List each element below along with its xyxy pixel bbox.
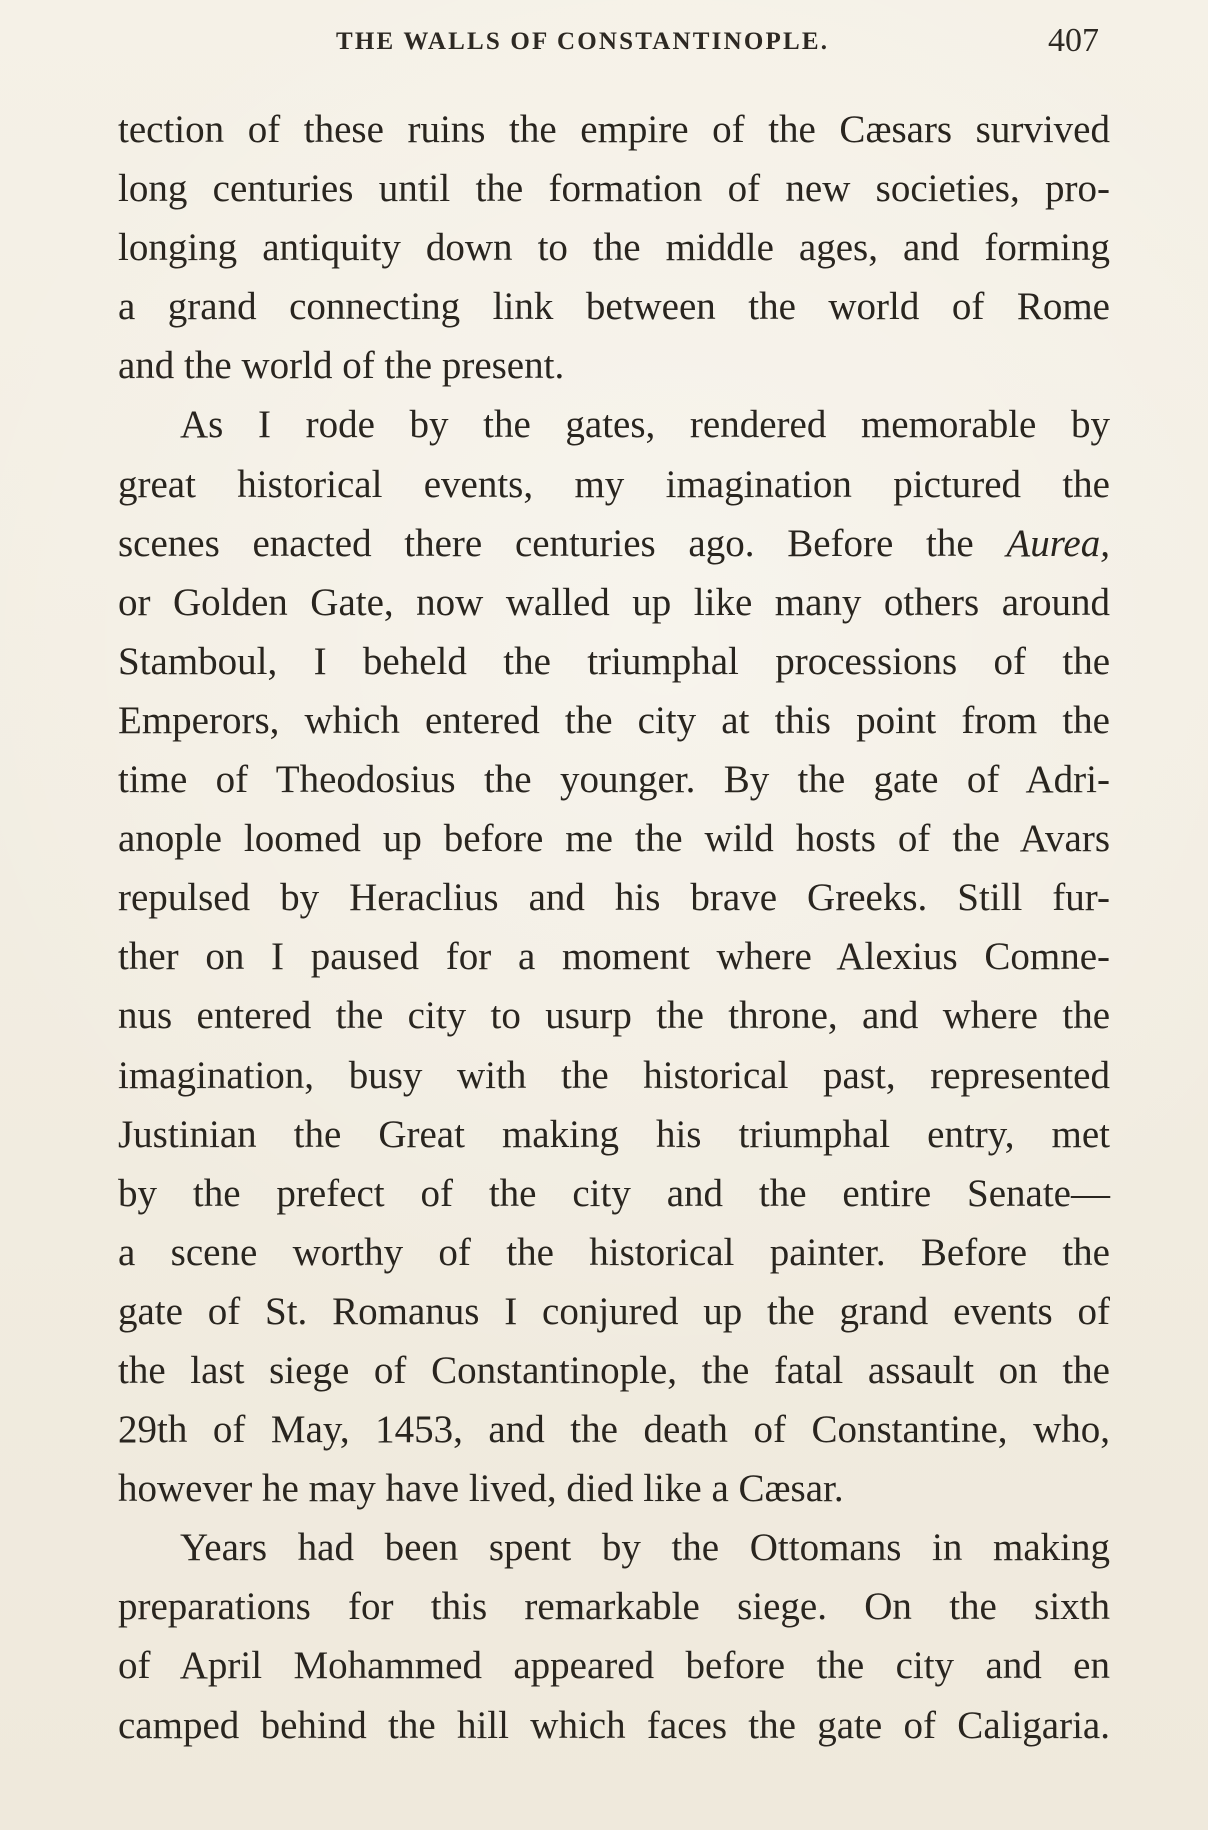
text-line-4: a grand connecting link between the world of Rome <box>118 285 1110 329</box>
text-line-22: the last siege of Constantinople, the fatal assault on the <box>118 1348 1110 1392</box>
text-line-12: time of Theodosius the younger. By the gate of Adri- <box>118 758 1110 802</box>
text-line-5: and the world of the present. <box>118 344 565 388</box>
text-line-17: imagination, busy with the historical past, represented <box>118 1053 1110 1097</box>
text-line-8 <box>118 514 1110 573</box>
text-line-8-roman: scenes enacted there centuries ago. Before the <box>118 521 974 565</box>
text-line-26: preparations for this remarkable siege. On the sixth <box>118 1585 1110 1629</box>
text-line-2: long centuries until the formation of new societies, pro- <box>118 167 1110 211</box>
text-line-28: camped behind the hill which faces the gate of Caligaria. <box>118 1703 1110 1747</box>
text-line-3: longing antiquity down to the middle ages, and forming <box>118 226 1110 270</box>
text-line-15: ther on I paused for a moment where Alexius Comne- <box>118 935 1110 979</box>
text-line-14: repulsed by Heraclius and his brave Greeks. Still fur- <box>118 876 1110 920</box>
text-line-11: Emperors, which entered the city at this point from the <box>118 698 1110 742</box>
text-line-27: of April Mohammed appeared before the city and en <box>118 1644 1110 1688</box>
text-line-1: tection of these ruins the empire of the Cæsars survived <box>118 108 1110 151</box>
text-line-10: Stamboul, I beheld the triumphal processions of the <box>118 639 1110 683</box>
text-line-7: great historical events, my imagination pictured the <box>118 462 1110 506</box>
text-line-13: anople loomed up before me the wild hosts of the Avars <box>118 817 1110 861</box>
text-line-16: nus entered the city to usurp the throne, and where the <box>118 994 1110 1038</box>
text-line-19: by the prefect of the city and the entire Senate— <box>118 1171 1110 1215</box>
running-title: THE WALLS OF CONSTANTINOPLE. <box>336 28 830 55</box>
text-line-9: or Golden Gate, now walled up like many others around <box>118 580 1110 624</box>
text-line-18: Justinian the Great making his triumphal entry, met <box>118 1112 1110 1156</box>
running-head <box>0 22 1208 64</box>
text-line-23: 29th of May, 1453, and the death of Constantine, who, <box>118 1408 1110 1452</box>
text-line-25: Years had been spent by the Ottomans in making <box>180 1526 1110 1570</box>
text-line-20: a scene worthy of the historical painter. Before the <box>118 1230 1110 1274</box>
page-number: 407 <box>1048 22 1099 59</box>
text-line-8-italic: Aurea, <box>1006 521 1110 565</box>
text-line-24: however he may have lived, died like a Cæsar. <box>118 1467 844 1511</box>
text-line-21: gate of St. Romanus I conjured up the grand events of <box>118 1289 1110 1333</box>
text-line-6: As I rode by the gates, rendered memorable by <box>180 403 1110 447</box>
body-text <box>118 100 1110 1755</box>
